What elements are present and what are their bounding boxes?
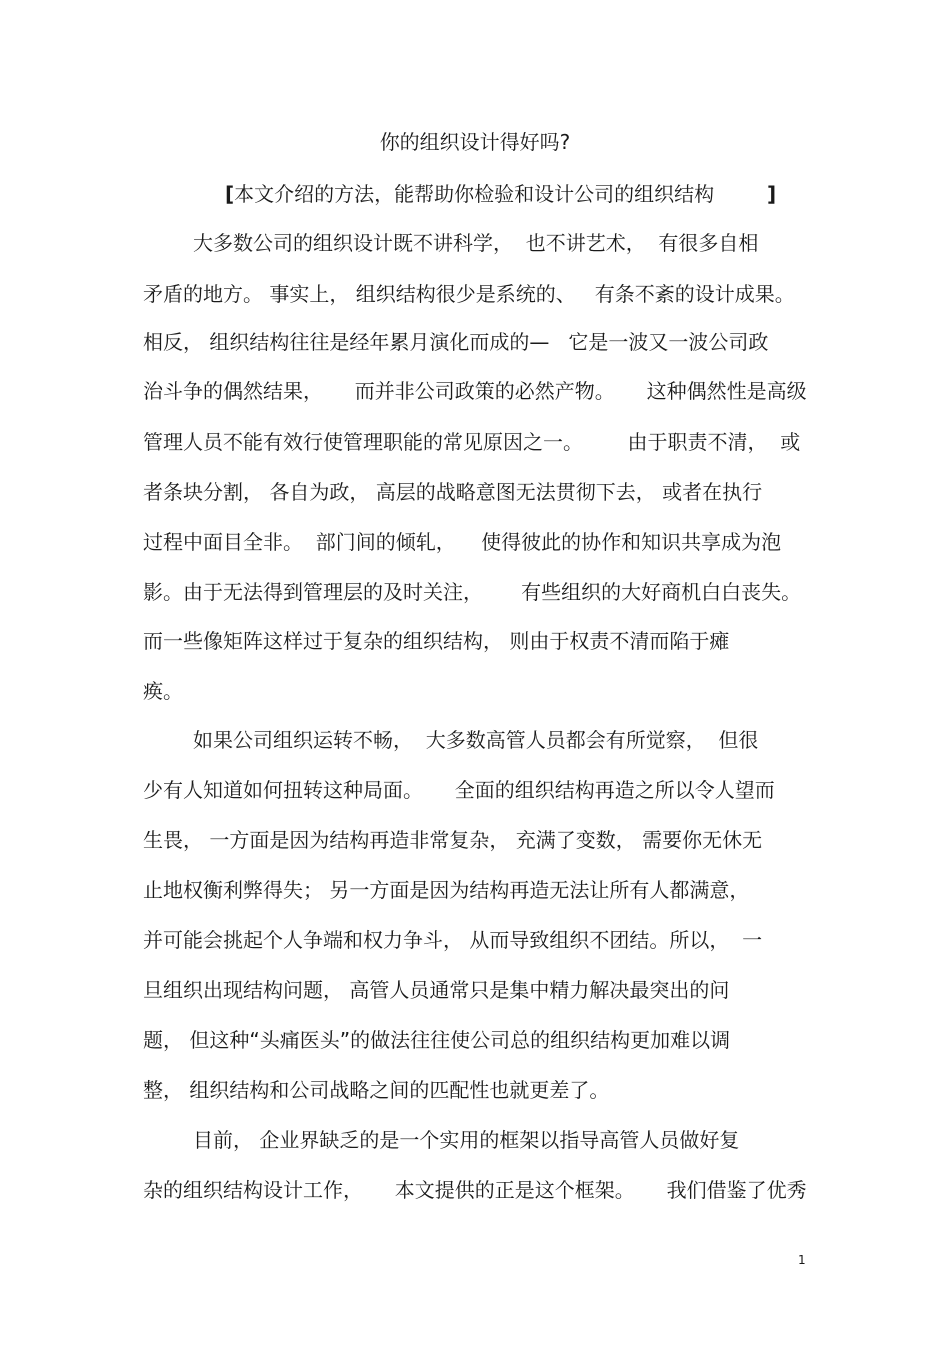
- paragraph-line: 管理人员不能有效行使管理职能的常见原因之一。 由于职责不清， 或: [143, 430, 801, 454]
- paragraph-line: 者条块分割， 各自为政， 高层的战略意图无法贯彻下去， 或者在执行: [143, 480, 763, 504]
- paragraph-line: 目前， 企业界缺乏的是一个实用的框架以指导高管人员做好复: [193, 1128, 740, 1152]
- paragraph-line: 而一些像矩阵这样过于复杂的组织结构， 则由于权责不清而陷于瘫: [143, 629, 730, 653]
- document-subtitle: [225, 180, 785, 208]
- paragraph-line: 影。由于无法得到管理层的及时关注， 有些组织的大好商机白白丧失。: [143, 580, 802, 604]
- subtitle-close-bracket: ]: [767, 182, 777, 206]
- paragraph-line: 相反， 组织结构往往是经年累月演化而成的— 它是一波又一波公司政: [143, 330, 769, 354]
- paragraph-line: 止地权衡利弊得失； 另一方面是因为结构再造无法让所有人都满意，: [143, 878, 750, 902]
- paragraph-line: 矛盾的地方。 事实上， 组织结构很少是系统的、 有条不紊的设计成果。: [143, 282, 795, 306]
- page-number: 1: [798, 1253, 806, 1267]
- subtitle-text: 本文介绍的方法，能帮助你检验和设计公司的组织结构: [234, 182, 715, 206]
- paragraph-line: 生畏， 一方面是因为结构再造非常复杂， 充满了变数， 需要你无休无: [143, 828, 763, 852]
- subtitle-open-bracket: [: [225, 182, 235, 206]
- paragraph-line: 并可能会挑起个人争端和权力争斗， 从而导致组织不团结。所以， 一: [143, 928, 763, 952]
- paragraph-line: 痪。: [143, 679, 183, 703]
- paragraph-line: 旦组织出现结构问题， 高管人员通常只是集中精力解决最突出的问: [143, 978, 730, 1002]
- paragraph-line: 治斗争的偶然结果， 而并非公司政策的必然产物。 这种偶然性是高级: [143, 379, 807, 403]
- document-title: 你的组织设计得好吗?: [379, 130, 571, 154]
- paragraph-line: 杂的组织结构设计工作， 本文提供的正是这个框架。 我们借鉴了优秀: [143, 1178, 807, 1202]
- paragraph-line: 如果公司组织运转不畅， 大多数高管人员都会有所觉察， 但很: [193, 728, 759, 752]
- paragraph-line: 题， 但这种“头痛医头”的做法往往使公司总的组织结构更加难以调: [143, 1028, 731, 1052]
- paragraph-line: 过程中面目全非。 部门间的倾轧， 使得彼此的协作和知识共享成为泡: [143, 530, 782, 554]
- paragraph-line: 大多数公司的组织设计既不讲科学， 也不讲艺术， 有很多自相: [193, 231, 759, 255]
- paragraph-line: 少有人知道如何扭转这种局面。 全面的组织结构再造之所以令人望而: [143, 778, 775, 802]
- paragraph-line: 整， 组织结构和公司战略之间的匹配性也就更差了。: [143, 1078, 610, 1102]
